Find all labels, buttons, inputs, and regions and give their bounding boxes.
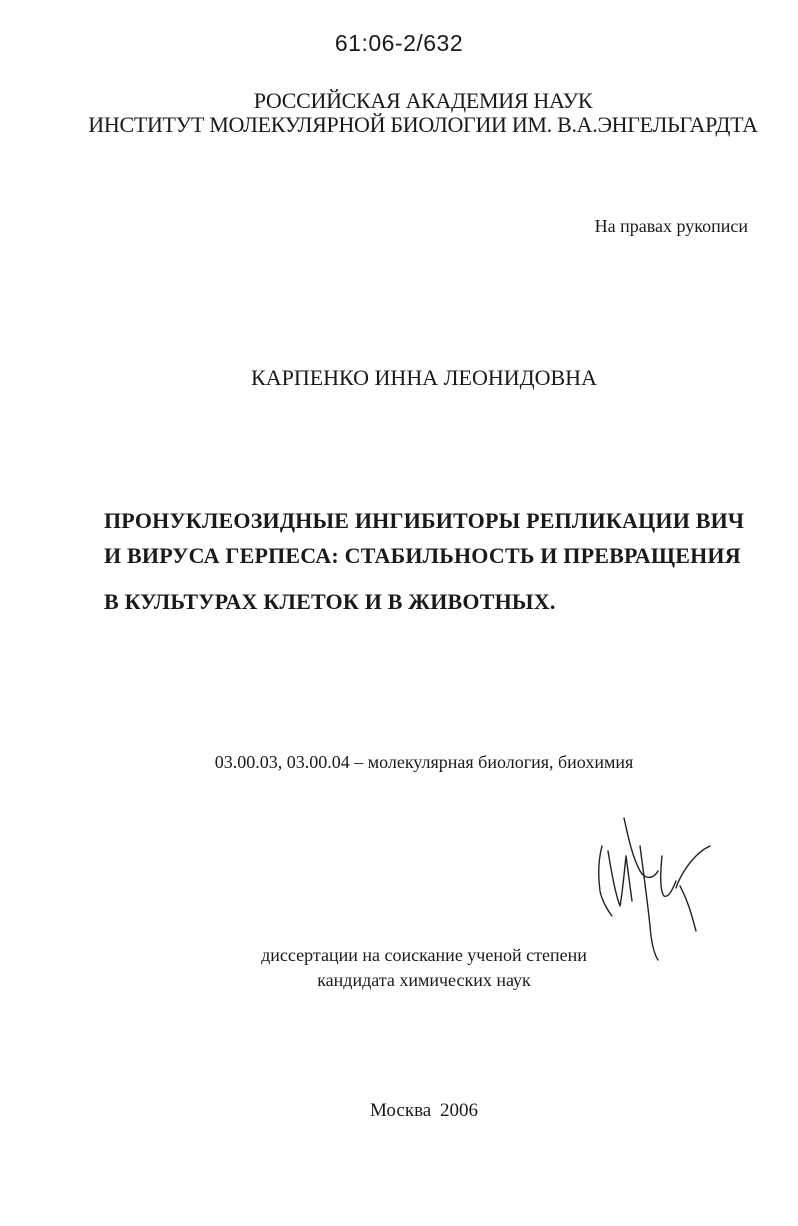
thesis-title-line-1: ПРОНУКЛЕОЗИДНЫЕ ИНГИБИТОРЫ РЕПЛИКАЦИИ ВИЧ: [104, 508, 745, 533]
thesis-title-line-3: В КУЛЬТУРАХ КЛЕТОК И В ЖИВОТНЫХ.: [104, 589, 556, 614]
dissertation-line-2: кандидата химических наук: [317, 970, 531, 990]
place-and-year: Москва 2006: [370, 1100, 478, 1121]
manuscript-rights-note: На правах рукописи: [594, 216, 748, 236]
institution-line-1: РОССИЙСКАЯ АКАДЕМИЯ НАУК: [253, 88, 593, 113]
author-name: КАРПЕНКО ИННА ЛЕОНИДОВНА: [251, 365, 597, 390]
dissertation-line-1: диссертации на соискание ученой степени: [261, 945, 587, 965]
specialty-codes: 03.00.03, 03.00.04 – молекулярная биология, биохимия: [214, 752, 634, 772]
handwritten-signature-icon: [588, 816, 716, 962]
catalog-number: 61:06-2/632: [334, 30, 464, 56]
institution-line-2: ИНСТИТУТ МОЛЕКУЛЯРНОЙ БИОЛОГИИ ИМ. В.А.ЭНГЕЛЬГАРДТА: [88, 112, 758, 137]
thesis-title-line-2: И ВИРУСА ГЕРПЕСА: СТАБИЛЬНОСТЬ И ПРЕВРАЩЕНИЯ: [104, 543, 741, 568]
